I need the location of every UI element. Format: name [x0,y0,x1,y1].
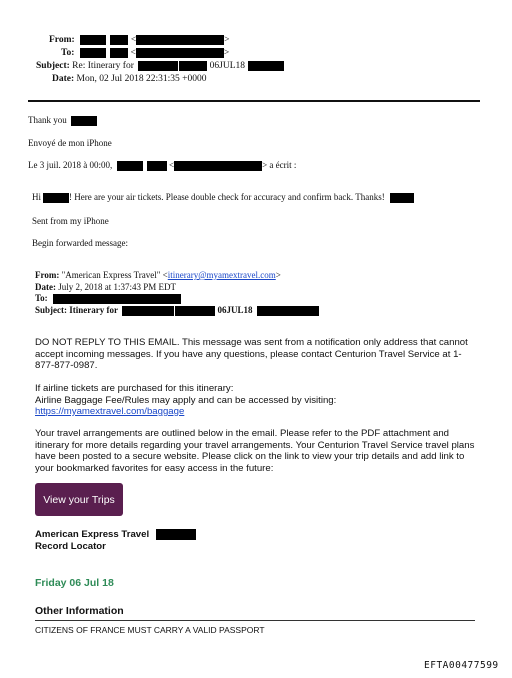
lt-sign: < [130,35,137,46]
record-locator-label: Record Locator [35,541,106,552]
header-to-label: To: [61,48,75,59]
header-date-label: Date: [52,74,75,84]
quote-suffix: > a écrit : [262,160,297,170]
lt-sign: < [169,160,175,170]
header-to-row [61,48,229,58]
agency-text: American Express Travel [35,529,150,541]
redaction-block [117,161,143,171]
redaction-block [110,48,128,58]
fwd-to-label: To: [35,293,48,303]
fwd-subject-prefix: Itinerary for [69,305,118,315]
header-subject-label: Subject: [36,61,70,72]
redaction-block [71,116,97,126]
fwd-subject-suffix: 06JUL18 [217,305,253,315]
thank-you-text: Thank you [28,115,67,125]
hi-line [32,192,414,203]
baggage-paragraph [35,383,475,418]
day-heading: Friday 06 Jul 18 [35,577,114,589]
fwd-date-value: July 2, 2018 at 1:37:43 PM EDT [58,282,177,292]
travel-arrangements-paragraph: Your travel arrangements are outlined below in the email. Please refer to the PDF attachment and itinerary for more details regarding your travel arrangements. Your Centurion Travel Service travel plans have been posted to a secure website. Please click on the link to view your trip details and add link to your bookmarked favorites for easy access in the future: [35,428,475,474]
redaction-block [248,61,284,71]
baggage-link[interactable]: https://myamextravel.com/baggage [35,406,185,417]
passport-notice: CITIZENS OF FRANCE MUST CARRY A VALID PASSPORT [35,625,265,635]
lt-sign: < [162,270,168,280]
redaction-block [136,48,224,58]
header-divider [28,100,480,102]
lt-sign: < [130,48,136,59]
hi-text: Hi [32,192,41,202]
header-subject-prefix: Re: Itinerary for [72,61,134,72]
redaction-block [174,161,262,171]
redaction-block [138,61,178,71]
redaction-block [53,294,181,304]
redaction-block [175,306,215,316]
redaction-block [80,35,106,45]
redaction-block [80,48,106,58]
agency-line [35,529,196,540]
header-subject-suffix: 06JUL18 [209,61,246,72]
redaction-block [179,61,207,71]
fwd-to-row [35,293,181,304]
sent-from-fr: Envoyé de mon iPhone [28,138,112,148]
fwd-from-email-link[interactable]: itinerary@myamextravel.com [167,270,276,280]
gt-sign: > [223,48,230,59]
redaction-block [156,529,196,540]
fwd-subject-row [35,305,319,316]
redaction-block [136,35,224,45]
redaction-block [110,35,128,45]
other-information-divider [35,620,475,621]
redaction-block [122,306,174,316]
quote-line [28,160,296,171]
header-date-row [52,74,206,84]
header-from-label: From: [49,35,75,46]
fwd-from-label: From: [35,270,60,280]
gt-sign: > [275,270,281,280]
baggage-line-1: If airline tickets are purchased for this itinerary: [35,383,234,394]
begin-forwarded: Begin forwarded message: [32,238,128,248]
thank-you-line [28,115,97,126]
document-id: EFTA00477599 [424,660,499,671]
redaction-block [257,306,319,316]
fwd-subject-label: Subject: [35,305,67,315]
redaction-block [147,161,167,171]
redaction-block [43,193,69,203]
fwd-date-row [35,282,176,292]
hi-body: ! Here are your air tickets. Please double check for accuracy and confirm back. Thanks! [69,192,385,202]
header-subject-row [36,61,284,71]
baggage-line-2: Airline Baggage Fee/Rules may apply and can be accessed by visiting: [35,394,337,406]
sent-from: Sent from my iPhone [32,216,109,226]
other-information-heading: Other Information [35,605,124,617]
fwd-from-row [35,270,281,280]
view-trips-button[interactable]: View your Trips [35,483,123,516]
header-date-value: Mon, 02 Jul 2018 22:31:35 +0000 [76,74,207,84]
quote-prefix: Le 3 juil. 2018 à 00:00, [28,160,113,170]
gt-sign: > [224,35,230,46]
header-from-row [49,35,230,45]
fwd-from-name: "American Express Travel" [61,270,161,280]
do-not-reply-paragraph: DO NOT REPLY TO THIS EMAIL. This message was sent from a notification only address that cannot accept incoming messages. If you have any questions, please contact Centurion Travel Service at 1-877-877-0987. [35,337,468,371]
fwd-date-label: Date: [35,282,56,292]
redaction-block [390,193,414,203]
